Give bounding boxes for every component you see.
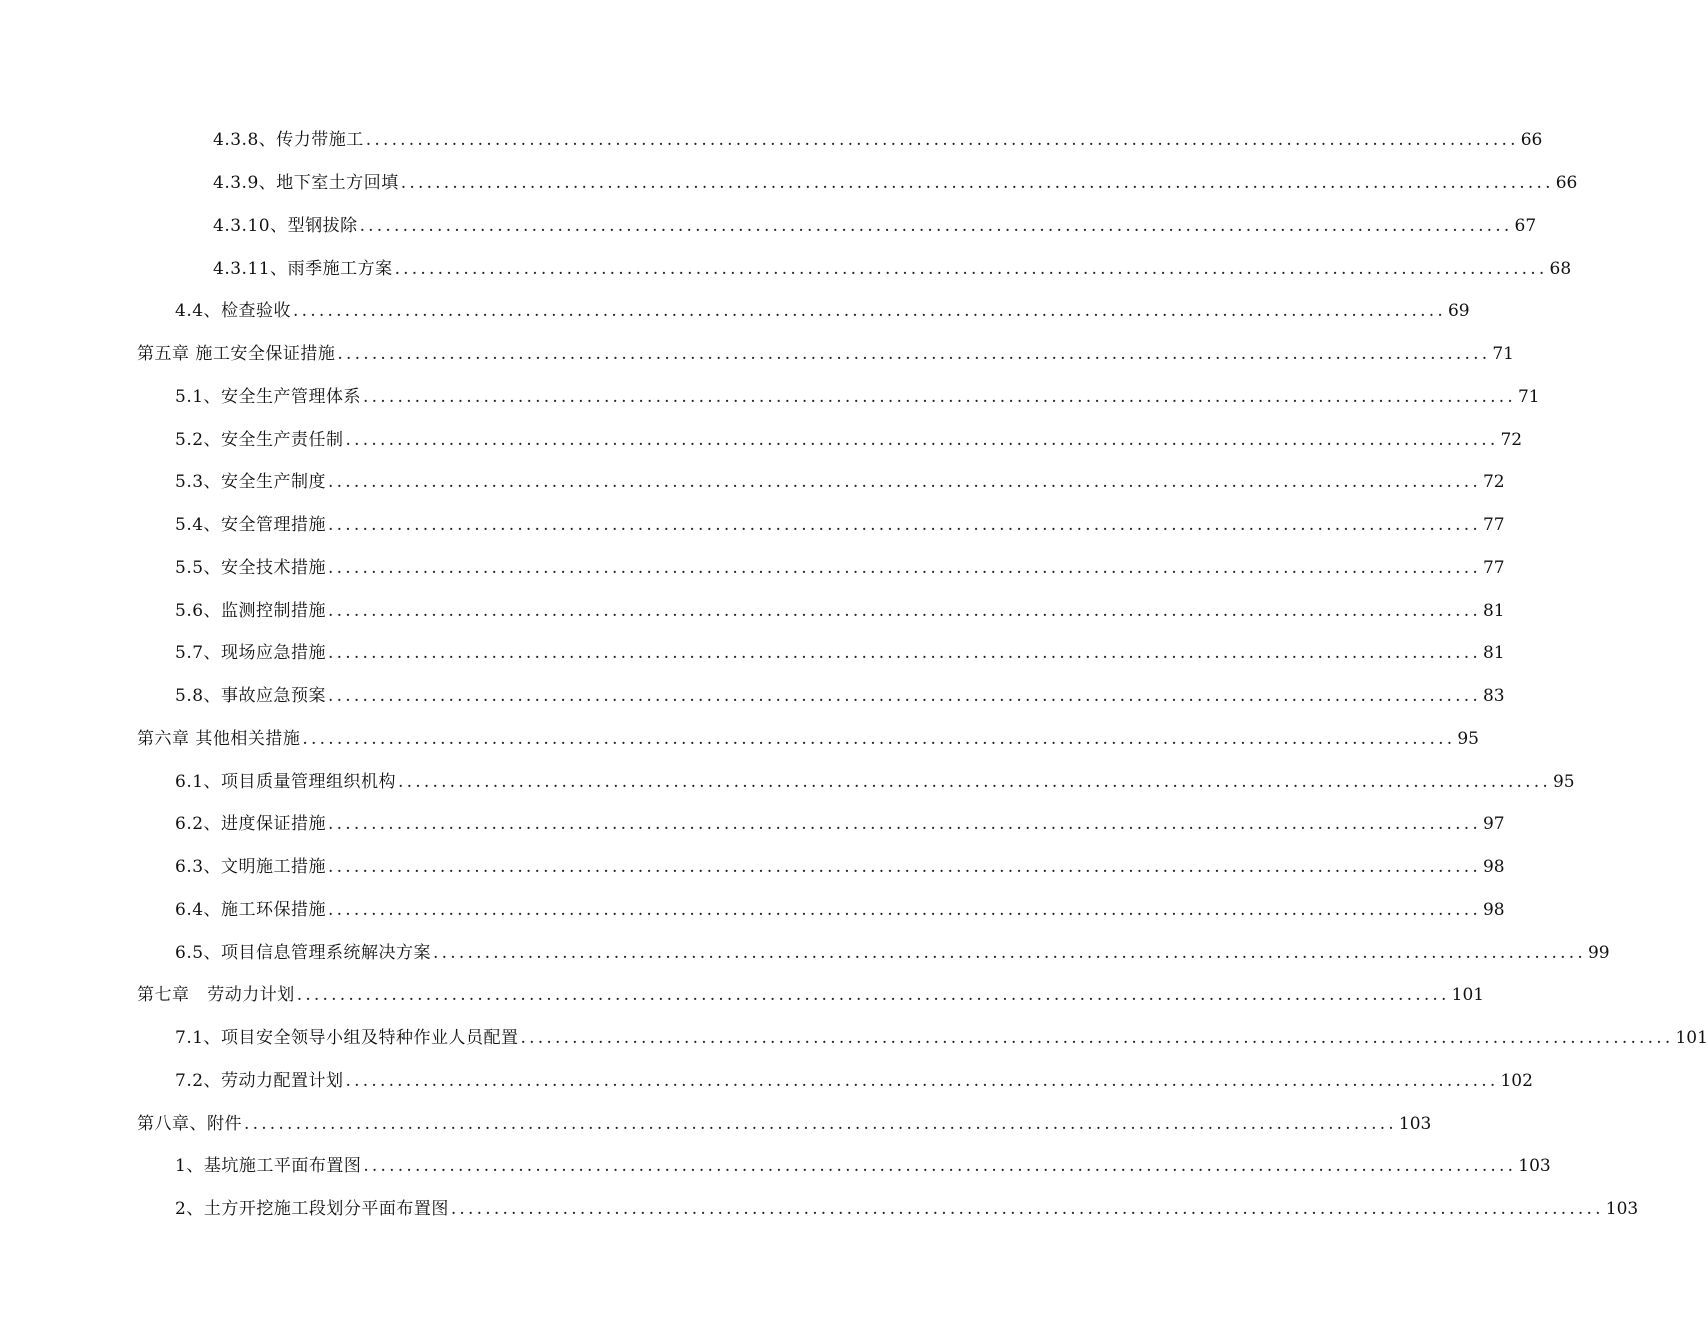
toc-entry-title: 第七章 劳动力计划	[137, 985, 295, 1005]
toc-page-number: 103	[1398, 1114, 1432, 1134]
toc-entry[interactable]	[175, 468, 1505, 496]
toc-entry[interactable]	[175, 383, 1540, 411]
toc-entry-title: 7.2、劳动力配置计划	[175, 1071, 344, 1091]
dot-leader: ......................................................................................................................................	[433, 943, 1586, 963]
toc-entry-title: 5.2、安全生产责任制	[175, 430, 344, 450]
toc-page-number: 71	[1492, 344, 1514, 364]
toc-entry[interactable]	[213, 212, 1537, 240]
dot-leader: ......................................................................................................................................	[328, 472, 1481, 492]
dot-leader: ......................................................................................................................................	[328, 857, 1481, 877]
toc-chapter-entry[interactable]	[137, 981, 1485, 1009]
toc-entry[interactable]	[175, 1195, 1639, 1223]
toc-page-number: 69	[1447, 301, 1470, 321]
dot-leader: ......................................................................................................................................	[328, 601, 1481, 621]
dot-leader: ......................................................................................................................................	[400, 173, 1554, 193]
toc-page-number: 97	[1482, 814, 1505, 834]
toc-entry[interactable]	[213, 255, 1572, 283]
toc-page-number: 81	[1482, 601, 1505, 621]
toc-entry[interactable]	[175, 1152, 1551, 1180]
toc-page-number: 98	[1482, 857, 1505, 877]
toc-entry-title: 4.4、检查验收	[175, 301, 292, 321]
toc-entry[interactable]	[175, 554, 1505, 582]
toc-page-number: 68	[1549, 259, 1572, 279]
toc-entry-title: 第八章、附件	[137, 1114, 242, 1134]
dot-leader: ......................................................................................................................................	[328, 814, 1481, 834]
toc-entry-title: 4.3.10、型钢拔除	[213, 216, 358, 236]
toc-entry[interactable]	[175, 896, 1505, 924]
toc-entry[interactable]	[175, 297, 1470, 325]
toc-entry[interactable]	[175, 1024, 1708, 1052]
toc-page-number: 98	[1482, 900, 1505, 920]
dot-leader: ......................................................................................................................................	[363, 387, 1516, 407]
toc-page-number: 71	[1517, 387, 1540, 407]
dot-leader: ......................................................................................................................................	[296, 985, 1450, 1005]
toc-page-number: 103	[1518, 1156, 1551, 1176]
toc-entry-title: 5.3、安全生产制度	[175, 472, 327, 492]
toc-page-number: 101	[1451, 985, 1485, 1005]
toc-page-number: 99	[1587, 943, 1610, 963]
dot-leader: ......................................................................................................................................	[328, 558, 1481, 578]
dot-leader: ......................................................................................................................................	[328, 643, 1481, 663]
toc-entry[interactable]	[213, 169, 1578, 197]
toc-entry-title: 6.4、施工环保措施	[175, 900, 327, 920]
dot-leader: ......................................................................................................................................	[244, 1114, 1397, 1134]
toc-entry[interactable]	[175, 810, 1505, 838]
dot-leader: ......................................................................................................................................	[398, 772, 1551, 792]
toc-entry[interactable]	[213, 126, 1543, 154]
toc-page-number: 83	[1482, 686, 1505, 706]
dot-leader: ......................................................................................................................................	[293, 301, 1446, 321]
toc-entry[interactable]	[175, 639, 1505, 667]
toc-page-number: 95	[1552, 772, 1575, 792]
toc-page-number: 95	[1457, 729, 1479, 749]
toc-entry[interactable]	[175, 768, 1575, 796]
toc-page-number: 102	[1500, 1071, 1533, 1091]
toc-entry-title: 5.8、事故应急预案	[175, 686, 327, 706]
toc-chapter-entry[interactable]	[137, 340, 1514, 368]
toc-page-number: 72	[1500, 430, 1523, 450]
toc-entry-title: 第五章 施工安全保证措施	[137, 344, 336, 364]
toc-entry[interactable]	[175, 853, 1505, 881]
toc-page-number: 81	[1482, 643, 1505, 663]
toc-entry[interactable]	[175, 1067, 1533, 1095]
toc-entry-title: 6.5、项目信息管理系统解决方案	[175, 943, 432, 963]
toc-page-number: 101	[1675, 1028, 1708, 1048]
toc-entry[interactable]	[175, 939, 1610, 967]
toc-entry-title: 1、基坑施工平面布置图	[175, 1156, 362, 1176]
toc-entry-title: 5.5、安全技术措施	[175, 558, 327, 578]
toc-entry-title: 4.3.9、地下室土方回填	[213, 173, 399, 193]
dot-leader: ......................................................................................................................................	[363, 1156, 1517, 1176]
toc-chapter-entry[interactable]	[137, 1110, 1432, 1138]
toc-page-number: 66	[1520, 130, 1543, 150]
dot-leader: ......................................................................................................................................	[345, 430, 1499, 450]
toc-entry[interactable]	[175, 597, 1505, 625]
toc-page-number: 77	[1482, 515, 1505, 535]
dot-leader: ......................................................................................................................................	[328, 515, 1481, 535]
toc-entry-title: 5.7、现场应急措施	[175, 643, 327, 663]
dot-leader: ......................................................................................................................................	[394, 259, 1548, 279]
dot-leader: ......................................................................................................................................	[450, 1199, 1604, 1219]
toc-entry-title: 5.4、安全管理措施	[175, 515, 327, 535]
toc-entry-title: 4.3.8、传力带施工	[213, 130, 364, 150]
toc-page-number: 66	[1555, 173, 1578, 193]
dot-leader: ......................................................................................................................................	[520, 1028, 1674, 1048]
toc-entry[interactable]	[175, 511, 1505, 539]
toc-entry-title: 6.2、进度保证措施	[175, 814, 327, 834]
dot-leader: ......................................................................................................................................	[328, 686, 1481, 706]
dot-leader: ......................................................................................................................................	[302, 729, 1456, 749]
toc-page-number: 77	[1482, 558, 1505, 578]
dot-leader: ......................................................................................................................................	[337, 344, 1491, 364]
toc-entry-title: 第六章 其他相关措施	[137, 729, 301, 749]
dot-leader: ......................................................................................................................................	[345, 1071, 1499, 1091]
toc-entry[interactable]	[175, 426, 1523, 454]
toc-chapter-entry[interactable]	[137, 725, 1479, 753]
dot-leader: ......................................................................................................................................	[365, 130, 1519, 150]
toc-entry-title: 6.1、项目质量管理组织机构	[175, 772, 397, 792]
toc-page-number: 67	[1514, 216, 1537, 236]
toc-entry-title: 6.3、文明施工措施	[175, 857, 327, 877]
toc-entry-title: 7.1、项目安全领导小组及特种作业人员配置	[175, 1028, 519, 1048]
toc-page-number: 72	[1482, 472, 1505, 492]
dot-leader: ......................................................................................................................................	[359, 216, 1513, 236]
toc-entry-title: 2、土方开挖施工段划分平面布置图	[175, 1199, 449, 1219]
dot-leader: ......................................................................................................................................	[328, 900, 1481, 920]
toc-entry-title: 4.3.11、雨季施工方案	[213, 259, 393, 279]
toc-entry-title: 5.6、监测控制措施	[175, 601, 327, 621]
toc-entry[interactable]	[175, 682, 1505, 710]
toc-entry-title: 5.1、安全生产管理体系	[175, 387, 362, 407]
toc-page-number: 103	[1605, 1199, 1639, 1219]
